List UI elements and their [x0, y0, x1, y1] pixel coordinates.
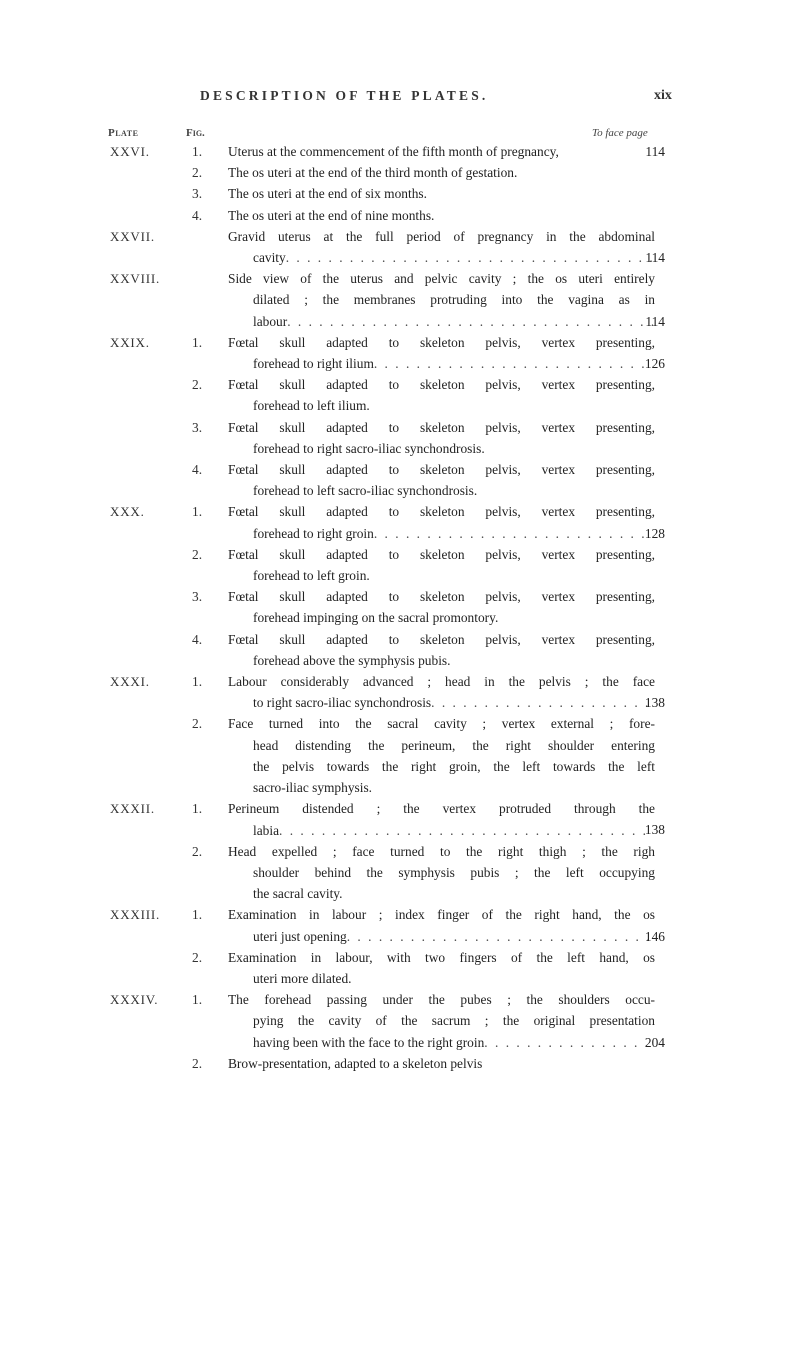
- description-line: Labour considerably advanced ; head in the pelvis ; the face: [228, 674, 655, 690]
- figure-number: 2.: [192, 546, 203, 562]
- description-line: Examination in labour ; index finger of the right hand, the os: [228, 907, 655, 923]
- plate-entry: [0, 713, 801, 798]
- description-line: cavity. . .: [228, 247, 653, 268]
- plate-description: [228, 417, 655, 459]
- face-page-number: 204: [644, 1034, 665, 1050]
- plate-description: [228, 501, 655, 543]
- description-line: Perineum distended ; the vertex protruded through the: [228, 801, 655, 817]
- column-header-face-page: To face page: [592, 127, 648, 139]
- description-line: Examination in labour, with two fingers of the left hand, os: [228, 949, 655, 965]
- figure-number: 1.: [192, 907, 203, 923]
- dot-leader: [287, 314, 653, 329]
- figure-number: 4.: [192, 631, 203, 647]
- figure-number: 2.: [192, 716, 203, 732]
- figure-number: 2.: [192, 1055, 203, 1071]
- description-line: Fœtal skull adapted to skeleton pelvis, vertex presenting,: [228, 589, 655, 605]
- description-line: forehead to left sacro-iliac synchondrosis.: [253, 483, 478, 499]
- description-line: to right sacro-iliac synchondrosis. . .: [228, 692, 653, 713]
- plate-entry: [0, 1053, 801, 1074]
- figure-number: 3.: [192, 419, 203, 435]
- plate-entry: [0, 459, 801, 501]
- description-line: Fœtal skull adapted to skeleton pelvis, vertex presenting,: [228, 377, 655, 393]
- plate-description: [228, 226, 655, 268]
- dot-leader: [484, 1035, 653, 1050]
- description-line: labour. . .: [228, 311, 653, 332]
- description-line: Fœtal skull adapted to skeleton pelvis, vertex presenting,: [228, 504, 655, 520]
- description-line: forehead to left ilium.: [253, 398, 370, 414]
- face-page-number: 138: [644, 695, 665, 711]
- description-line: uteri more dilated.: [253, 970, 352, 986]
- description-line: labia. . .: [228, 820, 653, 841]
- plate-number: XXX.: [110, 504, 145, 520]
- description-line: Fœtal skull adapted to skeleton pelvis, vertex presenting,: [228, 334, 655, 350]
- dot-leader: [374, 526, 653, 541]
- dot-leader: [431, 695, 653, 710]
- figure-number: 3.: [192, 589, 203, 605]
- plate-entry: [0, 904, 801, 946]
- plate-entry: [0, 205, 801, 226]
- plate-entry: [0, 374, 801, 416]
- figure-number: 1.: [192, 334, 203, 350]
- figure-number: 4.: [192, 207, 203, 223]
- description-line: sacro-iliac symphysis.: [253, 780, 373, 796]
- plate-number: XXXI.: [110, 674, 150, 690]
- column-header-plate: Plate: [108, 127, 139, 139]
- plate-entry: [0, 226, 801, 268]
- plate-description: [228, 671, 655, 713]
- description-line: forehead to left groin.: [253, 568, 370, 584]
- plate-entry: [0, 989, 801, 1053]
- plate-description: [228, 713, 655, 798]
- dot-leader: [347, 929, 653, 944]
- description-line: Face turned into the sacral cavity ; vertex external ; fore-: [228, 716, 655, 732]
- plate-description: [228, 586, 655, 628]
- face-page-number: 126: [644, 356, 665, 372]
- plate-entry: [0, 947, 801, 989]
- description-line: head distending the perineum, the right shoulder entering: [253, 737, 655, 753]
- description-line: the pelvis towards the right groin, the left towards the left: [253, 758, 655, 774]
- plate-number: XXVIII.: [110, 271, 161, 287]
- plate-description: [228, 162, 655, 183]
- plate-description: [228, 332, 655, 374]
- description-line: The os uteri at the end of six months.: [228, 186, 427, 202]
- description-line: Uterus at the commencement of the fifth month of pregnancy,: [228, 144, 559, 159]
- dot-leader: [374, 356, 653, 371]
- face-page-number: 138: [644, 822, 665, 838]
- description-line: Fœtal skull adapted to skeleton pelvis, vertex presenting,: [228, 462, 655, 478]
- figure-number: 1.: [192, 801, 203, 817]
- description-line: Head expelled ; face turned to the right thigh ; the righ: [228, 843, 655, 859]
- plate-entry: [0, 671, 801, 713]
- plate-description: [228, 374, 655, 416]
- dot-leader: [279, 823, 653, 838]
- description-line: shoulder behind the symphysis pubis ; the left occupying: [253, 864, 655, 880]
- description-line: The os uteri at the end of nine months.: [228, 207, 435, 223]
- plate-description: [228, 544, 655, 586]
- plate-description: [228, 205, 655, 226]
- plate-number: XXXII.: [110, 801, 155, 817]
- face-page-number: 114: [645, 313, 665, 329]
- description-line: Side view of the uterus and pelvic cavity ; the os uteri entirely: [228, 271, 655, 287]
- description-line: The os uteri at the end of the third month of gestation.: [228, 165, 518, 181]
- description-line: forehead to right groin. . .: [228, 523, 653, 544]
- description-line: forehead above the symphysis pubis.: [253, 652, 451, 668]
- plate-number: XXIX.: [110, 334, 150, 350]
- figure-number: 2.: [192, 843, 203, 859]
- description-line: The forehead passing under the pubes ; the shoulders occu-: [228, 992, 655, 1008]
- plate-number: XXXIV.: [110, 992, 159, 1008]
- plate-entry: [0, 332, 801, 374]
- plate-description: [228, 947, 655, 989]
- plate-number: XXVII.: [110, 228, 155, 244]
- plate-entry: [0, 586, 801, 628]
- face-page-number: 114: [645, 250, 665, 265]
- figure-number: 1.: [192, 992, 203, 1008]
- plate-description: [228, 841, 655, 905]
- plate-entry: [0, 629, 801, 671]
- description-line: uteri just opening. . .: [228, 926, 653, 947]
- face-page-number: 114: [645, 144, 665, 159]
- description-line: forehead to right sacro-iliac synchondrosis.: [253, 440, 485, 456]
- plate-description: [228, 629, 655, 671]
- plate-description: [228, 989, 655, 1053]
- plate-entry: [0, 162, 801, 183]
- page-number: xix: [654, 88, 672, 103]
- plate-description: [228, 459, 655, 501]
- plate-number: XXXIII.: [110, 907, 161, 923]
- description-line: dilated ; the membranes protruding into the vagina as in: [253, 292, 655, 308]
- figure-number: 1.: [192, 504, 203, 520]
- plate-entry: [0, 417, 801, 459]
- figure-number: 1.: [192, 144, 203, 159]
- description-line: Fœtal skull adapted to skeleton pelvis, vertex presenting,: [228, 631, 655, 647]
- description-line: pying the cavity of the sacrum ; the original presentation: [253, 1013, 655, 1029]
- plate-entry: [0, 798, 801, 840]
- dot-leader: [286, 250, 653, 265]
- figure-number: 1.: [192, 674, 203, 690]
- plate-description: [228, 268, 655, 332]
- face-page-number: 146: [644, 928, 665, 944]
- plate-entry: [0, 841, 801, 905]
- running-title: DESCRIPTION OF THE PLATES.: [200, 88, 489, 103]
- figure-number: 2.: [192, 377, 203, 393]
- description-line: Brow-presentation, adapted to a skeleton pelvis: [228, 1055, 483, 1071]
- description-line: forehead to right ilium. . .: [228, 353, 653, 374]
- plates-list: [0, 141, 801, 1074]
- plate-description: [228, 183, 655, 204]
- figure-number: 3.: [192, 186, 203, 202]
- face-page-number: 128: [644, 525, 665, 541]
- description-line: Fœtal skull adapted to skeleton pelvis, vertex presenting,: [228, 419, 655, 435]
- description-line: forehead impinging on the sacral promontory.: [253, 610, 499, 626]
- figure-number: 4.: [192, 462, 203, 478]
- plate-entry: [0, 544, 801, 586]
- plate-description: [228, 798, 655, 840]
- plate-description: [228, 141, 655, 162]
- description-line: Fœtal skull adapted to skeleton pelvis, vertex presenting,: [228, 546, 655, 562]
- figure-number: 2.: [192, 165, 203, 181]
- page-header: [0, 88, 801, 108]
- plate-entry: [0, 268, 801, 332]
- plate-number: XXVI.: [110, 144, 150, 159]
- plate-description: [228, 904, 655, 946]
- description-line: having been with the face to the right groin. . .: [228, 1032, 653, 1053]
- column-header-fig: Fig.: [186, 127, 205, 139]
- plate-entry: [0, 141, 801, 162]
- plate-entry: [0, 501, 801, 543]
- description-line: Gravid uterus at the full period of pregnancy in the abdominal: [228, 228, 655, 244]
- description-line: the sacral cavity.: [253, 886, 343, 902]
- plate-entry: [0, 183, 801, 204]
- plate-description: [228, 1053, 655, 1074]
- figure-number: 2.: [192, 949, 203, 965]
